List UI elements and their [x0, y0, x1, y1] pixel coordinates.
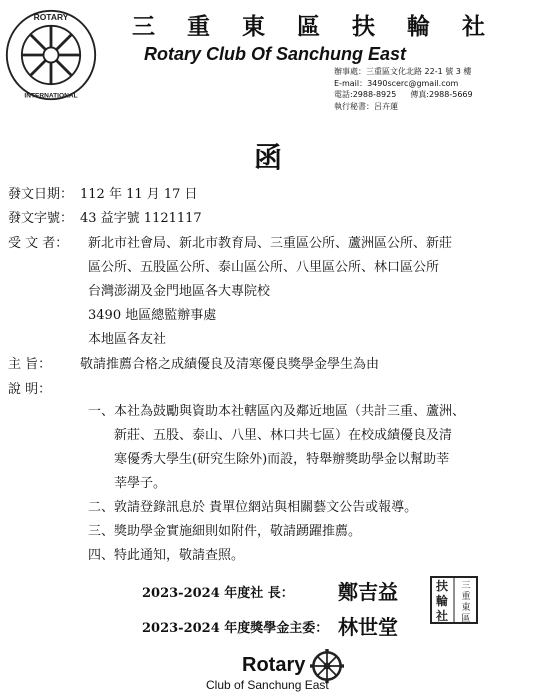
recipients-line: 本地區各友社 [88, 332, 167, 347]
phone: 電話:2988-8925 [334, 90, 397, 99]
committee-name: 林世堂 [338, 615, 398, 639]
date-row [8, 183, 198, 202]
org-name-zh: 三 重 東 區 扶 輪 社 [132, 13, 498, 40]
recipients-line: 新北市社會局、新北市教育局、三重區公所、蘆洲區公所、新莊 [88, 236, 453, 251]
svg-text:社: 社 [435, 609, 449, 623]
email: E-mail：3490scerc@gmail.com [334, 78, 459, 88]
org-name-en: Rotary Club Of Sanchung East [144, 44, 407, 64]
explanation-item: 三、獎助學金實施細則如附件，敬請踴躍推薦。 [88, 524, 362, 539]
explanation-item: 四、特此通知，敬請查照。 [88, 548, 245, 563]
svg-text:三: 三 [461, 581, 471, 591]
president-label: 2023-2024 年度社 長： [142, 586, 294, 601]
svg-text:INTERNATIONAL: INTERNATIONAL [24, 92, 78, 100]
svg-text:扶: 扶 [435, 579, 449, 593]
recipients-line: 區公所、五股區公所、泰山區公所、八里區公所、林口區公所 [88, 260, 440, 275]
secretary: 執行秘書：呂卉蓮 [334, 101, 398, 111]
club-seal-stamp [430, 576, 478, 624]
subject-row [8, 353, 379, 372]
explanation-item: 一、本社為鼓勵與資助本社轄區內及鄰近地區（共計三重、蘆洲、 [88, 404, 466, 419]
svg-text:東: 東 [461, 603, 471, 613]
explanation-label: 說 明： [8, 382, 52, 397]
svg-text:重: 重 [461, 592, 471, 602]
svg-text:輪: 輪 [435, 594, 449, 608]
recipients-label: 受 文 者： [8, 236, 69, 251]
office-address: 辦事處：三重區文化北路 22-1 號 3 樓 [334, 67, 472, 76]
svg-text:ROTARY: ROTARY [33, 12, 69, 23]
number-value: 43 益字號 1121117 [80, 211, 202, 226]
explanation-item: 莘學子。 [114, 476, 167, 491]
number-row [8, 207, 202, 226]
date-label: 發文日期： [8, 187, 74, 202]
fax: 傳真:2988-5669 [410, 90, 473, 99]
footer-subtitle: Club of Sanchung East [206, 678, 329, 692]
svg-text:區: 區 [461, 614, 471, 624]
recipients-line: 台灣澎湖及金門地區各大專院校 [88, 284, 271, 299]
document-title: 函 [253, 141, 282, 174]
contact-block [334, 66, 473, 112]
president-name: 鄭吉益 [338, 580, 398, 604]
subject-label: 主 旨： [8, 357, 52, 372]
number-label: 發文字號： [8, 211, 74, 226]
rotary-wheel-logo [4, 8, 98, 102]
date-value: 112 年 11 月 17 日 [80, 187, 198, 202]
subject-value: 敬請推薦合格之成績優良及清寒優良獎學金學生為由 [80, 357, 380, 372]
explanation-item: 寒優秀大學生(研究生除外)而設，特舉辦獎助學金以幫助莘 [114, 452, 450, 467]
explanation-item: 新莊、五股、泰山、八里、林口共七區）在校成績優良及清 [114, 428, 453, 443]
footer-brand: Rotary [242, 654, 306, 676]
committee-label: 2023-2024 年度獎學金主委： [142, 621, 329, 636]
explanation-item: 二、敦請登錄訊息於 貴單位網站與相關藝文公告或報導。 [88, 500, 418, 515]
recipients-line: 3490 地區總監辦事處 [88, 308, 217, 323]
